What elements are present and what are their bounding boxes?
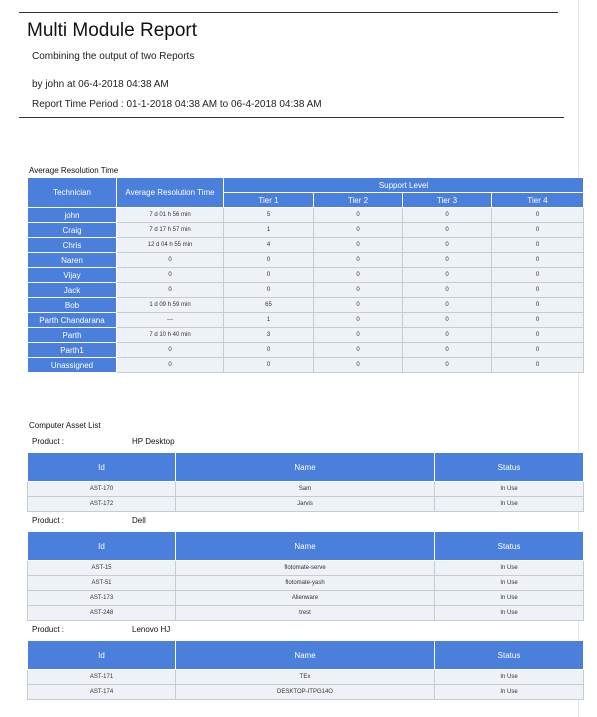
asset-status-cell: In Use — [435, 561, 584, 576]
table-row — [28, 208, 584, 223]
resolution-section-title: Average Resolution Time — [29, 166, 119, 175]
report-title: Multi Module Report — [27, 20, 198, 41]
technician-cell: Parth — [28, 328, 117, 343]
tier-4-cell: 0 — [492, 358, 584, 373]
tier-3-cell: 0 — [403, 223, 492, 238]
technician-cell: Bob — [28, 298, 117, 313]
tier-4-cell: 0 — [492, 223, 584, 238]
table-row — [28, 591, 584, 606]
tier-header: Tier 4 — [492, 193, 584, 208]
tier-2-cell: 0 — [314, 283, 403, 298]
avg-resolution-header: Average Resolution Time — [117, 178, 224, 208]
tier-1-cell: 1 — [224, 313, 314, 328]
asset-status-cell: In Use — [435, 670, 584, 685]
status-header: Status — [435, 641, 584, 670]
name-header: Name — [176, 532, 435, 561]
asset-table — [27, 640, 584, 700]
table-row — [28, 283, 584, 298]
table-row — [28, 606, 584, 621]
tier-2-cell: 0 — [314, 238, 403, 253]
tier-1-cell: 0 — [224, 283, 314, 298]
avg-resolution-cell: 7 d 10 h 40 min — [117, 328, 224, 343]
technician-cell: Vijay — [28, 268, 117, 283]
tier-1-cell: 1 — [224, 223, 314, 238]
asset-status-cell: In Use — [435, 606, 584, 621]
table-row — [28, 497, 584, 512]
tier-4-cell: 0 — [492, 208, 584, 223]
asset-name-cell: Sam — [176, 482, 435, 497]
table-row — [28, 298, 584, 313]
tier-4-cell: 0 — [492, 253, 584, 268]
asset-status-cell: In Use — [435, 497, 584, 512]
table-row — [28, 328, 584, 343]
avg-resolution-cell: 0 — [117, 283, 224, 298]
table-row — [28, 561, 584, 576]
tier-2-cell: 0 — [314, 343, 403, 358]
table-row — [28, 253, 584, 268]
tier-3-cell: 0 — [403, 313, 492, 328]
tier-4-cell: 0 — [492, 238, 584, 253]
technician-cell: Jack — [28, 283, 117, 298]
tier-1-cell: 4 — [224, 238, 314, 253]
asset-name-cell: trest — [176, 606, 435, 621]
tier-4-cell: 0 — [492, 328, 584, 343]
asset-name-cell: flotomate-serve — [176, 561, 435, 576]
table-row — [28, 482, 584, 497]
table-row — [28, 268, 584, 283]
table-row — [28, 358, 584, 373]
technician-cell: Parth Chandarana — [28, 313, 117, 328]
avg-resolution-cell: 0 — [117, 358, 224, 373]
tier-4-cell: 0 — [492, 313, 584, 328]
tier-2-cell: 0 — [314, 328, 403, 343]
avg-resolution-cell: 0 — [117, 343, 224, 358]
tier-4-cell: 0 — [492, 298, 584, 313]
tier-header: Tier 3 — [403, 193, 492, 208]
tier-1-cell: 0 — [224, 253, 314, 268]
asset-status-cell: In Use — [435, 482, 584, 497]
technician-cell: Unassigned — [28, 358, 117, 373]
table-row — [28, 670, 584, 685]
asset-name-cell: flotomate-yash — [176, 576, 435, 591]
resolution-table — [27, 177, 584, 373]
tier-2-cell: 0 — [314, 208, 403, 223]
asset-id-cell: AST-174 — [28, 685, 176, 700]
table-row — [28, 576, 584, 591]
technician-header: Technician — [28, 178, 117, 208]
table-row — [28, 313, 584, 328]
tier-4-cell: 0 — [492, 343, 584, 358]
avg-resolution-cell: 7 d 01 h 56 min — [117, 208, 224, 223]
report-time-period: Report Time Period : 01-1-2018 04:38 AM to 06-4-2018 04:38 AM — [32, 99, 322, 110]
asset-name-cell: Alienware — [176, 591, 435, 606]
tier-4-cell: 0 — [492, 283, 584, 298]
product-label: Product : — [32, 516, 65, 525]
tier-2-cell: 0 — [314, 253, 403, 268]
avg-resolution-cell: --- — [117, 313, 224, 328]
asset-id-cell: AST-15 — [28, 561, 176, 576]
asset-table — [27, 452, 584, 512]
table-row — [28, 343, 584, 358]
avg-resolution-cell: 12 d 04 h 55 min — [117, 238, 224, 253]
tier-1-cell: 3 — [224, 328, 314, 343]
support-level-header: Support Level — [224, 178, 584, 193]
asset-name-cell: TEx — [176, 670, 435, 685]
tier-3-cell: 0 — [403, 328, 492, 343]
technician-cell: john — [28, 208, 117, 223]
avg-resolution-cell: 7 d 17 h 57 min — [117, 223, 224, 238]
tier-3-cell: 0 — [403, 253, 492, 268]
tier-header: Tier 2 — [314, 193, 403, 208]
id-header: Id — [28, 641, 176, 670]
tier-3-cell: 0 — [403, 358, 492, 373]
technician-cell: Craig — [28, 223, 117, 238]
table-row — [28, 223, 584, 238]
tier-1-cell: 0 — [224, 343, 314, 358]
top-rule — [19, 12, 558, 13]
asset-table — [27, 531, 584, 621]
tier-2-cell: 0 — [314, 268, 403, 283]
tier-3-cell: 0 — [403, 283, 492, 298]
id-header: Id — [28, 532, 176, 561]
technician-cell: Parth1 — [28, 343, 117, 358]
name-header: Name — [176, 641, 435, 670]
tier-3-cell: 0 — [403, 238, 492, 253]
id-header: Id — [28, 453, 176, 482]
avg-resolution-cell: 0 — [117, 268, 224, 283]
tier-1-cell: 65 — [224, 298, 314, 313]
product-label: Product : — [32, 625, 65, 634]
asset-id-cell: AST-172 — [28, 497, 176, 512]
asset-name-cell: DESKTOP-ITPG14O — [176, 685, 435, 700]
avg-resolution-cell: 0 — [117, 253, 224, 268]
tier-3-cell: 0 — [403, 268, 492, 283]
product-name: Lenovo HJ — [132, 625, 171, 634]
tier-1-cell: 5 — [224, 208, 314, 223]
asset-section-title: Computer Asset List — [29, 421, 101, 430]
tier-2-cell: 0 — [314, 298, 403, 313]
asset-id-cell: AST-173 — [28, 591, 176, 606]
tier-1-cell: 0 — [224, 358, 314, 373]
table-row — [28, 685, 584, 700]
tier-2-cell: 0 — [314, 358, 403, 373]
technician-cell: Chris — [28, 238, 117, 253]
product-label: Product : — [32, 437, 65, 446]
asset-status-cell: In Use — [435, 685, 584, 700]
asset-status-cell: In Use — [435, 591, 584, 606]
tier-2-cell: 0 — [314, 313, 403, 328]
report-subtitle: Combining the output of two Reports — [32, 51, 195, 62]
asset-name-cell: Jarvis — [176, 497, 435, 512]
tier-3-cell: 0 — [403, 208, 492, 223]
technician-cell: Naren — [28, 253, 117, 268]
tier-3-cell: 0 — [403, 298, 492, 313]
asset-id-cell: AST-51 — [28, 576, 176, 591]
header-rule — [19, 117, 564, 118]
tier-2-cell: 0 — [314, 223, 403, 238]
tier-header: Tier 1 — [224, 193, 314, 208]
tier-3-cell: 0 — [403, 343, 492, 358]
report-byline: by john at 06-4-2018 04:38 AM — [32, 79, 169, 90]
status-header: Status — [435, 453, 584, 482]
tier-4-cell: 0 — [492, 268, 584, 283]
tier-1-cell: 0 — [224, 268, 314, 283]
avg-resolution-cell: 1 d 09 h 59 min — [117, 298, 224, 313]
asset-id-cell: AST-171 — [28, 670, 176, 685]
product-name: HP Desktop — [132, 437, 175, 446]
status-header: Status — [435, 532, 584, 561]
asset-id-cell: AST-248 — [28, 606, 176, 621]
table-row — [28, 238, 584, 253]
asset-id-cell: AST-170 — [28, 482, 176, 497]
asset-status-cell: In Use — [435, 576, 584, 591]
product-name: Dell — [132, 516, 146, 525]
name-header: Name — [176, 453, 435, 482]
